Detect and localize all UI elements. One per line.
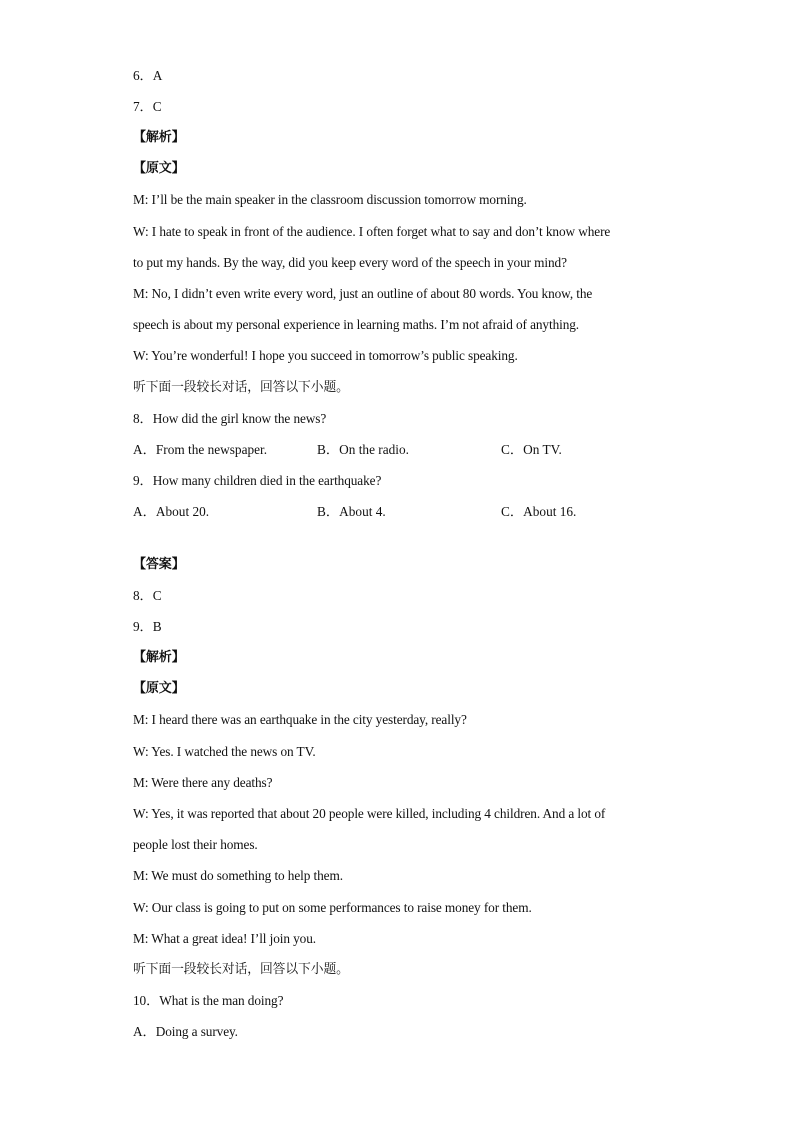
- question-8-option-b: B．On the radio.: [317, 442, 409, 457]
- answer-8: 8．C: [133, 588, 162, 603]
- original-text-heading: 【原文】: [133, 681, 185, 696]
- answer-7: 7．C: [133, 99, 162, 114]
- question-9-option-b: B．About 4.: [317, 504, 386, 519]
- answer-9: 9．B: [133, 619, 162, 634]
- question-8: 8．How did the girl know the news?: [133, 411, 327, 426]
- transcript-line: M: No, I didn’t even write every word, just an outline of about 80 words. You know, the: [133, 286, 593, 301]
- answer-heading: 【答案】: [133, 557, 185, 572]
- question-9-option-a: A．About 20.: [133, 504, 210, 519]
- transcript-line: W: I hate to speak in front of the audience. I often forget what to say and don’t know where: [133, 224, 611, 239]
- question-8-option-a: A．From the newspaper.: [133, 442, 268, 457]
- transcript-line: speech is about my personal experience in learning maths. I’m not afraid of anything.: [133, 317, 580, 332]
- question-9-option-c: C．About 16.: [501, 504, 577, 519]
- transcript-line: M: I heard there was an earthquake in the city yesterday, really?: [133, 712, 467, 727]
- transcript-line: M: Were there any deaths?: [133, 775, 273, 790]
- question-10: 10．What is the man doing?: [133, 993, 284, 1008]
- listening-instruction: 听下面一段较长对话，回答以下小题。: [133, 380, 349, 395]
- transcript-line: people lost their homes.: [133, 837, 258, 852]
- analysis-heading: 【解析】: [133, 650, 185, 665]
- transcript-line: W: Our class is going to put on some performances to raise money for them.: [133, 900, 532, 915]
- question-10-option-a: A．Doing a survey.: [133, 1024, 238, 1039]
- transcript-line: M: We must do something to help them.: [133, 868, 343, 883]
- transcript-line: M: What a great idea! I’ll join you.: [133, 931, 316, 946]
- original-text-heading: 【原文】: [133, 161, 185, 176]
- transcript-line: M: I’ll be the main speaker in the classroom discussion tomorrow morning.: [133, 192, 527, 207]
- transcript-line: W: Yes. I watched the news on TV.: [133, 744, 316, 759]
- transcript-line: W: Yes, it was reported that about 20 people were killed, including 4 children. And a lot of: [133, 806, 606, 821]
- transcript-line: W: You’re wonderful! I hope you succeed in tomorrow’s public speaking.: [133, 348, 518, 363]
- analysis-heading: 【解析】: [133, 130, 185, 145]
- answer-6: 6．A: [133, 68, 163, 83]
- transcript-line: to put my hands. By the way, did you keep every word of the speech in your mind?: [133, 255, 567, 270]
- question-9: 9．How many children died in the earthquake?: [133, 473, 382, 488]
- question-8-option-c: C．On TV.: [501, 442, 562, 457]
- listening-instruction: 听下面一段较长对话，回答以下小题。: [133, 962, 349, 977]
